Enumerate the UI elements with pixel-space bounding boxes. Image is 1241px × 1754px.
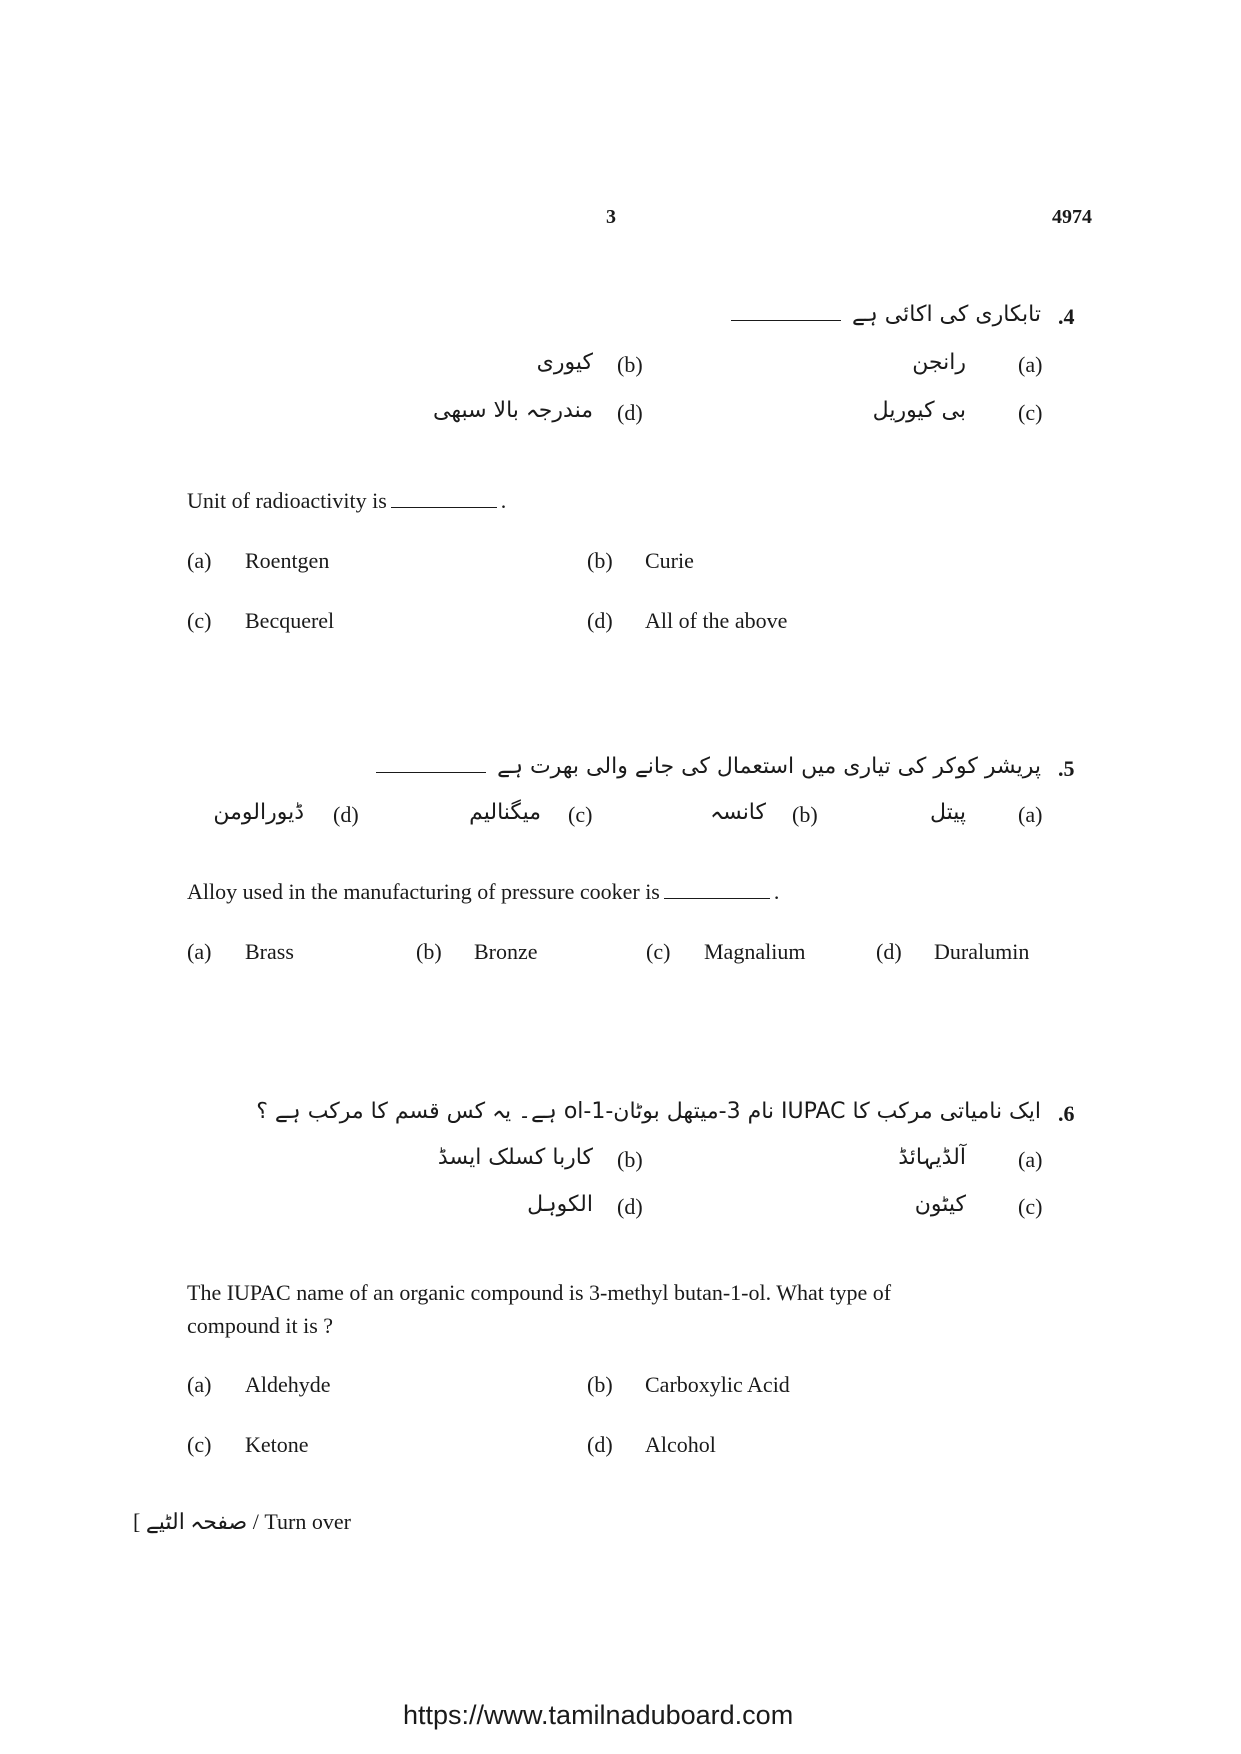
q4-option-a-label: (a): [187, 548, 212, 573]
q4-option-b-text: Curie: [645, 548, 694, 573]
q4-urdu-option-d-text: مندرجہ بالا سبھی: [433, 398, 593, 423]
q6-english-question-line1: The IUPAC name of an organic compound is 3-methyl butan-1-ol. What type of: [187, 1280, 892, 1305]
q6-urdu-option-d-text: الکوہل: [527, 1192, 593, 1217]
q5-urdu-option-a-label: (a): [1018, 802, 1043, 827]
q5-english-blank-suffix: .: [773, 879, 780, 904]
q5-english-blank: [664, 897, 770, 899]
q4-number: .4: [1058, 304, 1075, 329]
source-url[interactable]: https://www.tamilnaduboard.com: [403, 1700, 794, 1730]
q4-urdu-blank: [731, 319, 841, 321]
q5-option-a-label: (a): [187, 939, 212, 964]
q4-urdu-question-text: تابکاری کی اکائی ہے: [852, 302, 1041, 327]
q6-option-c-text: Ketone: [245, 1432, 309, 1457]
q5-urdu-option-b-label: (b): [792, 802, 818, 827]
q6-urdu-option-b-label: (b): [617, 1147, 643, 1172]
q5-option-b-label: (b): [416, 939, 442, 964]
q5-urdu-option-d-label: (d): [333, 802, 359, 827]
q4-urdu-question: [727, 302, 1041, 327]
q6-urdu-option-b-text: کاربا کسلک ایسڈ: [437, 1145, 593, 1170]
q6-option-d-text: Alcohol: [645, 1432, 716, 1457]
turn-over-note: [ صفحہ الٹیے / Turn over: [133, 1509, 351, 1534]
q5-option-c-label: (c): [646, 939, 671, 964]
q4-urdu-option-a-text: رانجن: [912, 350, 966, 375]
q5-urdu-option-c-label: (c): [568, 802, 593, 827]
q4-english-question: [187, 488, 506, 514]
q6-option-b-text: Carboxylic Acid: [645, 1372, 790, 1397]
q5-option-b-text: Bronze: [474, 939, 538, 964]
q5-option-d-label: (d): [876, 939, 902, 964]
q6-option-d-label: (d): [587, 1432, 613, 1457]
q6-option-c-label: (c): [187, 1432, 212, 1457]
q4-english-blank-suffix: .: [500, 488, 507, 513]
q4-option-d-text: All of the above: [645, 608, 788, 633]
q6-urdu-option-d-label: (d): [617, 1194, 643, 1219]
paper-code: 4974: [1052, 206, 1092, 228]
q5-english-question: [187, 879, 779, 905]
q6-urdu-option-c-text: کیٹون: [914, 1192, 966, 1217]
q5-urdu-question-text: پریشر کوکر کی تیاری میں استعمال کی جانے والی بھرت ہے: [497, 754, 1041, 779]
q5-urdu-blank: [376, 771, 486, 773]
q4-option-a-text: Roentgen: [245, 548, 330, 573]
q5-option-c-text: Magnalium: [704, 939, 806, 964]
q4-urdu-option-b-label: (b): [617, 352, 643, 377]
q5-urdu-option-c-text: میگنالیم: [469, 800, 541, 825]
q4-urdu-option-d-label: (d): [617, 400, 643, 425]
q4-option-d-label: (d): [587, 608, 613, 633]
q4-option-c-label: (c): [187, 608, 212, 633]
q6-urdu-question: ایک نامیاتی مرکب کا IUPAC نام 3-میتھل بوٹان-1-ol ہے۔ یہ کس قسم کا مرکب ہے ؟: [256, 1099, 1041, 1124]
q4-urdu-option-a-label: (a): [1018, 352, 1043, 377]
q6-urdu-option-a-text: آلڈیہائڈ: [898, 1145, 966, 1170]
q6-urdu-option-a-label: (a): [1018, 1147, 1043, 1172]
q6-option-b-label: (b): [587, 1372, 613, 1397]
q6-english-question-line2: compound it is ?: [187, 1313, 334, 1338]
q4-urdu-option-c-label: (c): [1018, 400, 1043, 425]
q6-option-a-text: Aldehyde: [245, 1372, 331, 1397]
q5-number: .5: [1058, 756, 1075, 781]
q5-urdu-option-b-text: کانسہ: [710, 800, 766, 825]
q5-urdu-question: [372, 754, 1041, 779]
q4-english-question-text: Unit of radioactivity is: [187, 488, 387, 513]
q5-urdu-option-d-text: ڈیورالومن: [213, 800, 304, 825]
q5-option-a-text: Brass: [245, 939, 294, 964]
q5-english-question-text: Alloy used in the manufacturing of pressure cooker is: [187, 879, 660, 904]
q6-urdu-option-c-label: (c): [1018, 1194, 1043, 1219]
q4-option-b-label: (b): [587, 548, 613, 573]
q5-urdu-option-a-text: پیتل: [929, 800, 966, 825]
q4-english-blank: [391, 506, 497, 508]
q6-number: .6: [1058, 1101, 1075, 1126]
q4-urdu-option-b-text: کیوری: [536, 350, 593, 375]
q4-option-c-text: Becquerel: [245, 608, 335, 633]
q6-option-a-label: (a): [187, 1372, 212, 1397]
page-number: 3: [606, 206, 616, 228]
q4-urdu-option-c-text: بی کیوریل: [872, 398, 966, 423]
q5-option-d-text: Duralumin: [934, 939, 1030, 964]
